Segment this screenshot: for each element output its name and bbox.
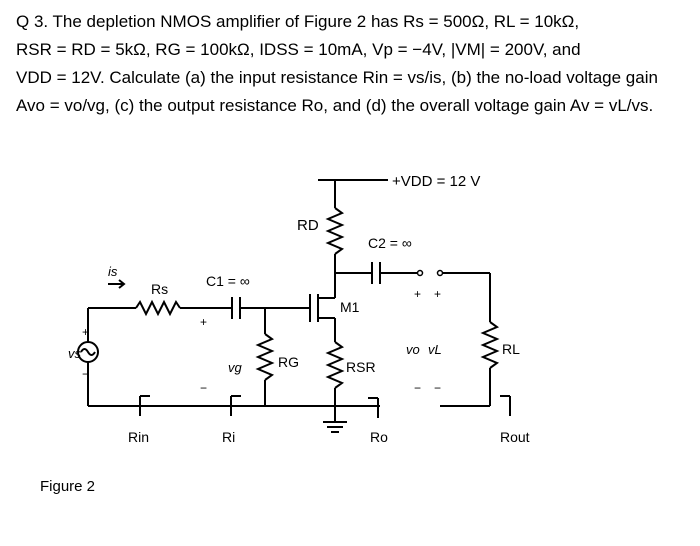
rd-resistor (328, 208, 342, 254)
c1-label: C1 = ∞ (206, 273, 250, 289)
rs-resistor (136, 302, 180, 314)
rl-label: RL (502, 341, 520, 357)
ro-label: Ro (370, 429, 388, 445)
vg-label: vg (228, 360, 242, 375)
vs-sine-icon (81, 349, 95, 355)
rg-label: RG (278, 354, 299, 370)
figure-caption: Figure 2 (40, 478, 96, 495)
rl-resistor (483, 322, 497, 368)
ri-label: Ri (222, 429, 236, 445)
question-line-4: Avo = vo/vg, (c) the output resistance Ro, and (d) the overall voltage gain Av = vL/vs. (16, 96, 654, 115)
vl-plus: + (434, 287, 442, 301)
vl-minus: − (434, 381, 442, 395)
question-line-3: VDD = 12V. Calculate (a) the input resistance Rin = vs/is, (b) the no-load voltage gain (16, 68, 658, 87)
vg-minus: − (200, 381, 208, 395)
rsr-resistor (328, 342, 342, 388)
rg-resistor (258, 334, 272, 380)
rout-label: Rout (500, 429, 530, 445)
vo-plus: + (414, 287, 422, 301)
rs-label: Rs (151, 281, 169, 297)
question-line-1: Q 3. The depletion NMOS amplifier of Figure 2 has Rs = 500Ω, RL = 10kΩ, (16, 12, 580, 31)
vs-minus: − (82, 367, 90, 381)
rin-label: Rin (128, 429, 150, 445)
rd-label: RD (297, 217, 319, 234)
m1-label: M1 (340, 299, 360, 315)
vo-label: vo (406, 342, 420, 357)
vo-terminal (418, 271, 423, 276)
vl-label: vL (428, 342, 442, 357)
vs-plus: + (82, 325, 90, 339)
vs-label: vs (68, 346, 81, 361)
vdd-label: +VDD = 12 V (392, 173, 481, 190)
vl-terminal (438, 271, 443, 276)
rsr-label: RSR (346, 359, 376, 375)
vg-plus: + (200, 315, 208, 329)
question-line-2: RSR = RD = 5kΩ, RG = 100kΩ, IDSS = 10mA, Vp = −4V, |VM| = 200V, and (16, 40, 581, 59)
is-label: is (108, 264, 118, 279)
vo-minus: − (414, 381, 422, 395)
c2-label: C2 = ∞ (368, 235, 412, 251)
